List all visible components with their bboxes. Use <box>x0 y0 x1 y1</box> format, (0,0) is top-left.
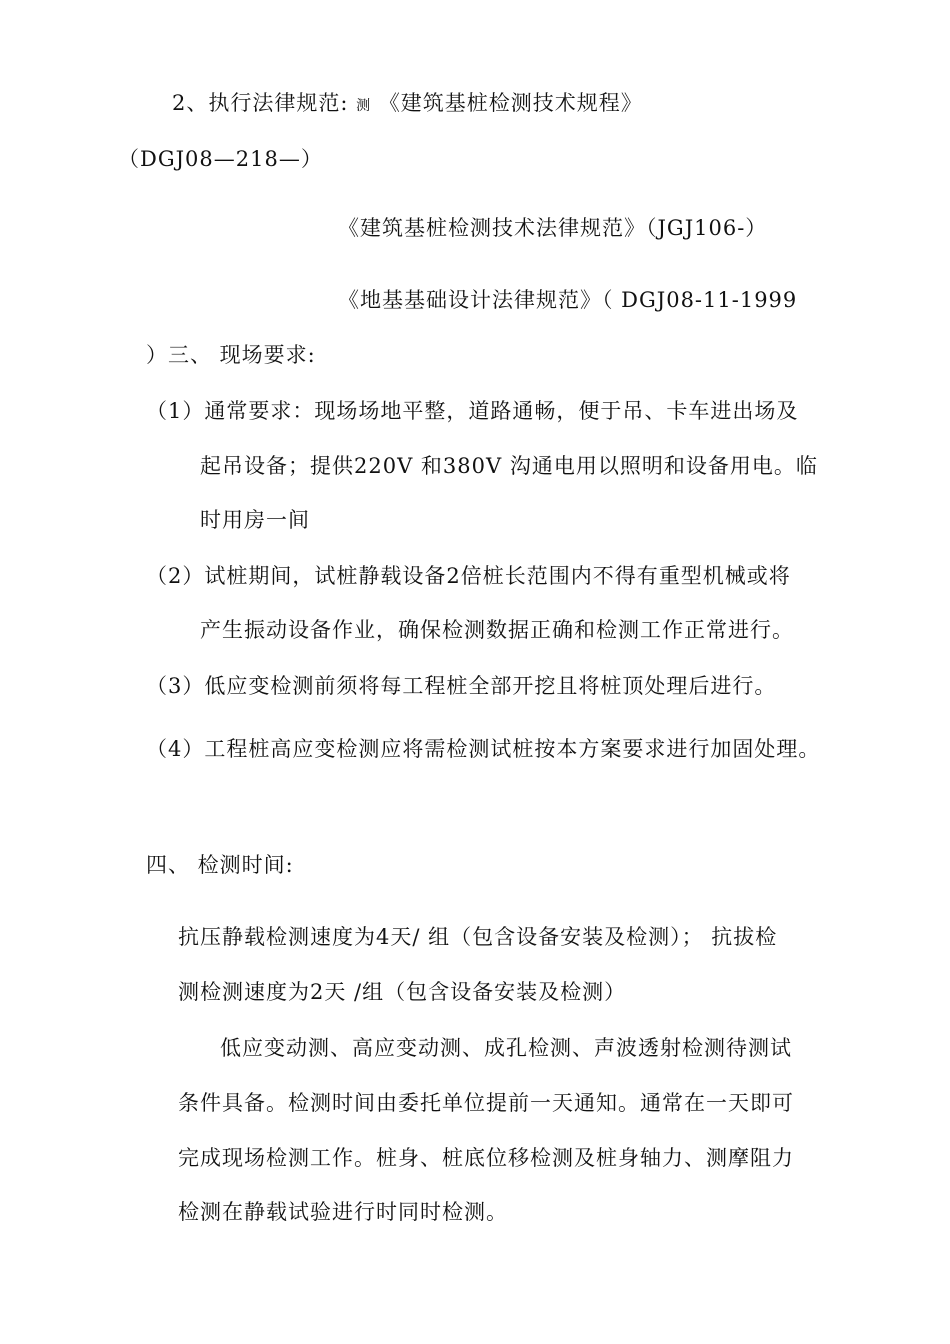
requirement-2-line-2: 产生振动设备作业，确保检测数据正确和检测工作正常进行。 <box>200 618 794 642</box>
paragraph-line-4: 检测在静载试验进行时同时检测。 <box>178 1200 508 1224</box>
section-heading-site-requirements: ）三、 现场要求: <box>146 343 316 367</box>
section-heading-inspection-time: 四、 检测时间: <box>146 853 294 877</box>
inspection-time-line-2: 测检测速度为2天 /组（包含设备安装及检测） <box>178 980 627 1004</box>
regulation-title-2: 《建筑基桩检测技术法律规范》（JGJ106-） <box>338 216 768 240</box>
requirement-2-line-1: （2）试桩期间，试桩静载设备2倍桩长范围内不得有重型机械或将 <box>146 564 791 588</box>
paragraph-line-1: 低应变动测、高应变动测、成孔检测、声波透射检测待测试 <box>220 1036 792 1060</box>
requirement-1-line-2: 起吊设备；提供220V 和380V 沟通电用以照明和设备用电。临 <box>200 454 818 478</box>
regulation-code-1: （DGJ08—218—） <box>118 147 323 171</box>
regulation-title-3: 《地基基础设计法律规范》（ DGJ08-11-1999 <box>338 288 798 312</box>
regulation-title-1: 《建筑基桩检测技术规程》 <box>378 91 643 115</box>
stray-character: 测 <box>356 98 372 114</box>
text-line-regulations-heading <box>172 89 643 120</box>
requirement-1-line-3: 时用房一间 <box>200 508 310 532</box>
regulations-label: 2、执行法律规范: <box>172 91 349 115</box>
inspection-time-line-1: 抗压静载检测速度为4天/ 组（包含设备安装及检测）； 抗拔检 <box>178 925 778 949</box>
requirement-1-line-1: （1）通常要求：现场场地平整，道路通畅，便于吊、卡车进出场及 <box>146 399 799 423</box>
requirement-4: （4）工程桩高应变检测应将需检测试桩按本方案要求进行加固处理。 <box>146 737 821 761</box>
paragraph-line-3: 完成现场检测工作。桩身、桩底位移检测及桩身轴力、测摩阻力 <box>178 1146 794 1170</box>
paragraph-line-2: 条件具备。检测时间由委托单位提前一天通知。通常在一天即可 <box>178 1091 794 1115</box>
requirement-3: （3）低应变检测前须将每工程桩全部开挖且将桩顶处理后进行。 <box>146 674 777 698</box>
